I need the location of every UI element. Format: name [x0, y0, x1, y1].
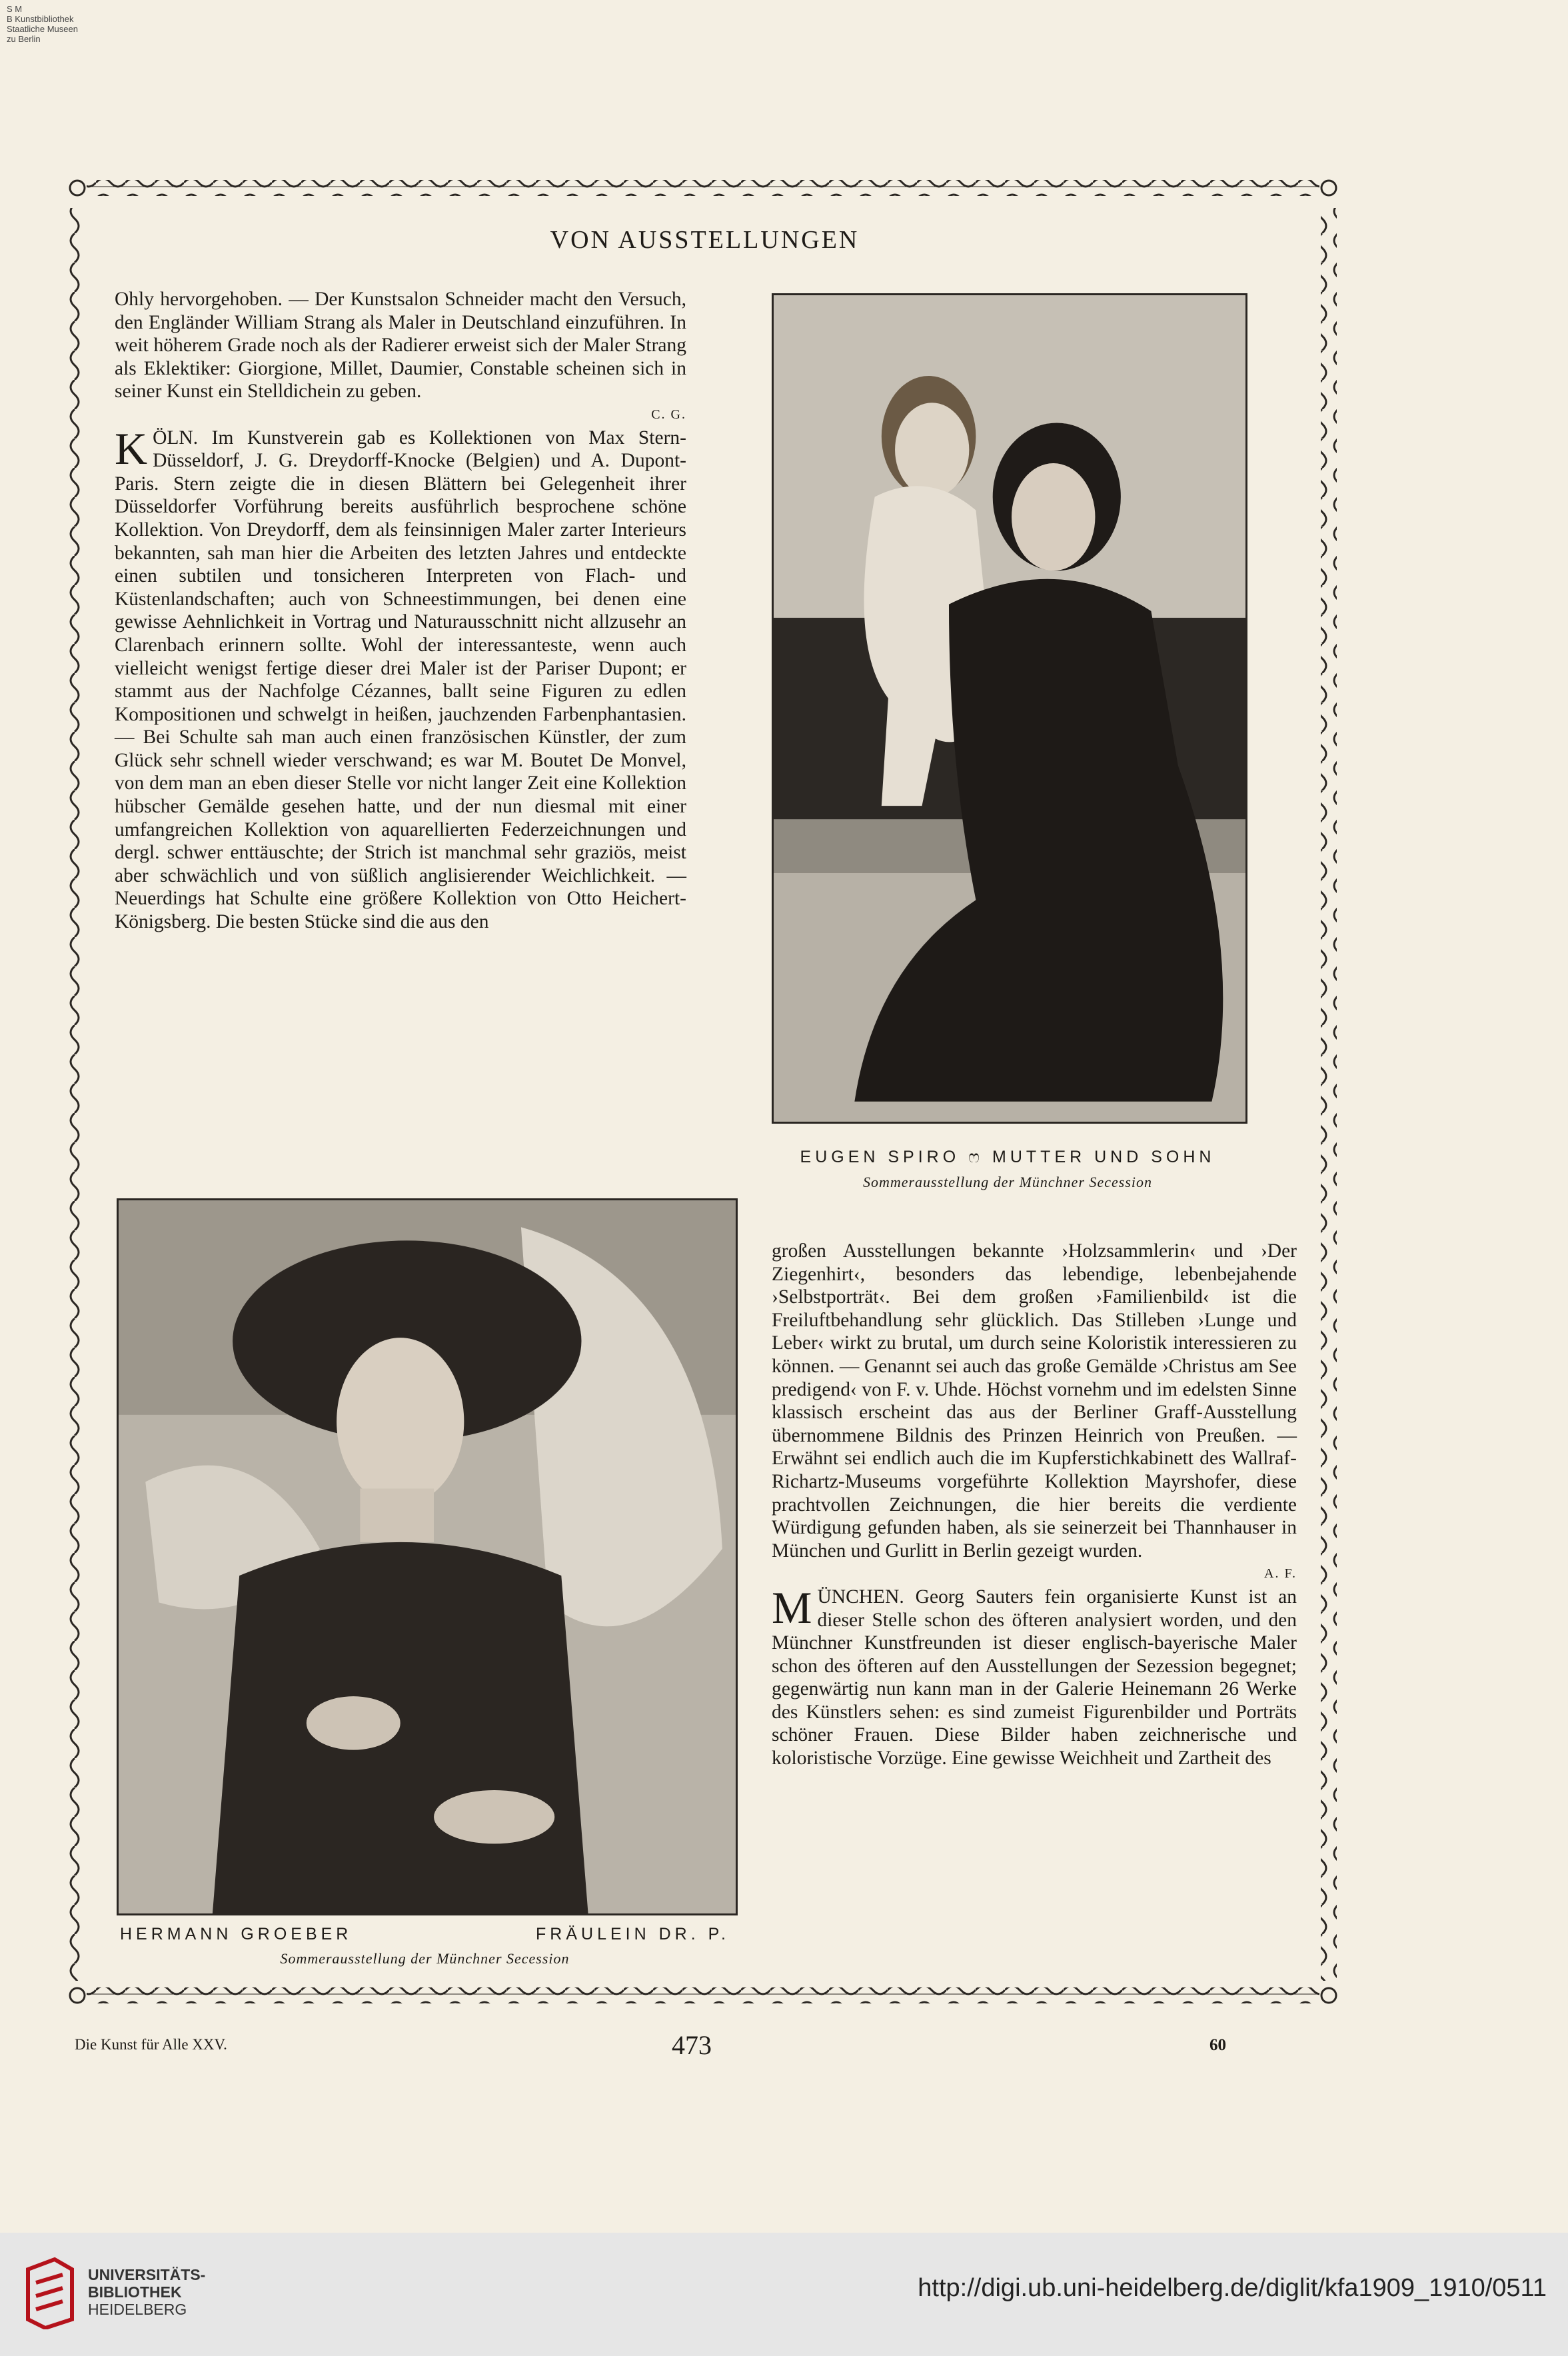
paragraph	[772, 1582, 1297, 1770]
caption-title-line	[120, 1925, 730, 1945]
caption-title-line	[772, 1148, 1243, 1167]
author-initials: A. F.	[1264, 1566, 1297, 1582]
drop-cap: K	[115, 423, 148, 474]
paragraph: großen Ausstellungen bekannte ›Holzsammlerin‹ und ›Der Ziegenhirt‹, besonders das lebendige, lebenbejahende ›Selbstporträt‹. Bei dem großen ›Familienbild‹ ist die Freiluftbehandlung sehr glücklich. Das Stilleben ›Lunge und Leber‹ wirkt zu brutal, um durch seine Koloristik interessieren zu können. — Genannt sei auch das große Gemälde ›Christus am See predigend‹ von F. v. Uhde. Höchst vornehm und im edelsten Sinne klassisch erscheint das aus der Berliner Graff-Ausstellung übernommene Bildnis des Prinzen Heinrich von Preußen. — Erwähnt sei endlich auch die im Kupferstichkabinett des Wallraf-Richartz-Museums vorgeführte Kollektion Mayrshofer, diese prachtvollen Zeichnungen, die hier bereits die verdiente Würdigung gefunden haben, als sie seinerzeit bei Thannhauser in München und Gurlitt in Berlin gezeigt wurden.	[772, 1240, 1297, 1562]
caption-ornament: ෆ	[968, 1148, 984, 1166]
permalink-url[interactable]: http://digi.ub.uni-heidelberg.de/diglit/kfa1909_1910/0511	[918, 2274, 1547, 2302]
stamp-line: Staatliche Museen	[7, 24, 78, 34]
caption-subtitle: Sommerausstellung der Münchner Secession	[862, 1174, 1153, 1190]
sheet-signature: 60	[1209, 2036, 1226, 2054]
stamp-line: S M	[7, 4, 23, 14]
stamp-line: B Kunstbibliothek	[7, 14, 74, 24]
drop-cap: M	[772, 1582, 812, 1633]
paragraph-text: ÜNCHEN. Georg Sauters fein organisierte Kunst ist an dieser Stelle schon des öfteren analysiert worden, und den Münchner Kunstfreunden ist dieser englisch-bayerische Maler schon des öfteren auf den Ausstellungen der Sezession begegnet; gegenwärtig nun kann man in der Galerie Heinemann 26 Werke des Künstlers sehen: es sind zumeist Figurenbilder und Porträts schöner Frauen. Diese Bilder haben zeichnerische und koloristische Vorzüge. Eine gewisse Weichheit und Zartheit des	[772, 1586, 1297, 1769]
left-text-column	[115, 288, 686, 934]
author-initials: C. G.	[651, 407, 686, 422]
journal-title: Die Kunst für Alle XXV.	[75, 2036, 227, 2053]
caption-title: FRÄULEIN DR. P.	[536, 1925, 730, 1943]
painting-fraeulein-dr-p	[117, 1198, 738, 1915]
library-name-line: BIBLIOTHEK	[88, 2283, 182, 2301]
page-heading: VON AUSSTELLUNGEN	[550, 226, 860, 254]
paragraph	[115, 423, 686, 934]
library-stamp	[7, 4, 167, 44]
library-name-line: UNIVERSITÄTS-	[88, 2266, 206, 2283]
university-library-logo	[21, 2256, 79, 2329]
library-bar	[0, 2233, 1568, 2356]
page-number: 473	[672, 2030, 712, 2060]
paragraph: Ohly hervorgehoben. — Der Kunstsalon Schneider macht den Versuch, den Engländer William Strang als Maler in Deutschland einzuführen. In weit höherem Grade noch als der Radierer erweist sich der Maler Strang als Eklektiker: Giorgione, Millet, Daumier, Constable scheinen sich in seiner Kunst ein Stelldichein zu geben.	[115, 289, 686, 403]
painting-image	[119, 1200, 736, 1913]
caption-spiro	[772, 1148, 1243, 1191]
library-name-line: HEIDELBERG	[88, 2301, 187, 2318]
caption-artist: EUGEN SPIRO	[800, 1148, 960, 1166]
painting-image	[774, 295, 1245, 1122]
caption-subtitle: Sommerausstellung der Münchner Secession	[280, 1950, 570, 1967]
paragraph-text: ÖLN. Im Kunstverein gab es Kollektionen von Max Stern-Düsseldorf, J. G. Dreydorff-Knocke (Belgien) und A. Dupont-Paris. Stern zeigte die in diesen Blättern bei Gelegenheit ihrer Düsseldorfer Vorführung bereits ausführlich besprochene schöne Kollektion. Von Dreydorff, dem als feinsinnigen Maler zarter Interieurs bekannten, sah man hier die Arbeiten des letzten Jahres und entdeckte einen subtilen und tonsicheren Interpreten von Flach- und Küstenlandschaften; auch von Schneestimmungen, bei denen eine gewisse Aehnlichkeit in Vortrag und Naturausschnitt nicht allzusehr an Clarenbach erinnern sollte. Wohl der interessanteste, wenn auch vielleicht wenigst fertige dieser drei Maler ist der Pariser Dupont; er stammt aus der Nachfolge Cézannes, ballt seine Figuren zu edlen Kompositionen und schwelgt in heißen, jauchzenden Farbenphantasien. — Bei Schulte sah man auch einen französischen Künstler, der zum Glück sehr schnell wieder verschwand; es war M. Boutet De Monvel, von dem man an eben dieser Stelle vor nicht langer Zeit eine Kollektion hübscher Gemälde gesehen hatte, und der nun diesmal mit einer umfangreichen Kollektion von aquarellierten Federzeichnungen und dergl. schwer enttäuschte; der Strich ist manchmal sehr graziös, meist aber schwächlich und von süßlich anglisierender Weichlichkeit. — Neuerdings hat Schulte eine größere Kollektion von Otto Heichert-Königsberg. Die besten Stücke sind die aus den	[115, 427, 686, 933]
stamp-line: zu Berlin	[7, 34, 41, 44]
caption-artist: HERMANN GROEBER	[120, 1925, 353, 1943]
library-name	[88, 2266, 205, 2318]
caption-groeber	[120, 1925, 730, 1967]
caption-title: MUTTER UND SOHN	[992, 1148, 1215, 1166]
page-footer	[0, 2030, 1568, 2076]
right-text-column	[772, 1240, 1297, 1770]
painting-mutter-und-sohn	[772, 293, 1247, 1124]
